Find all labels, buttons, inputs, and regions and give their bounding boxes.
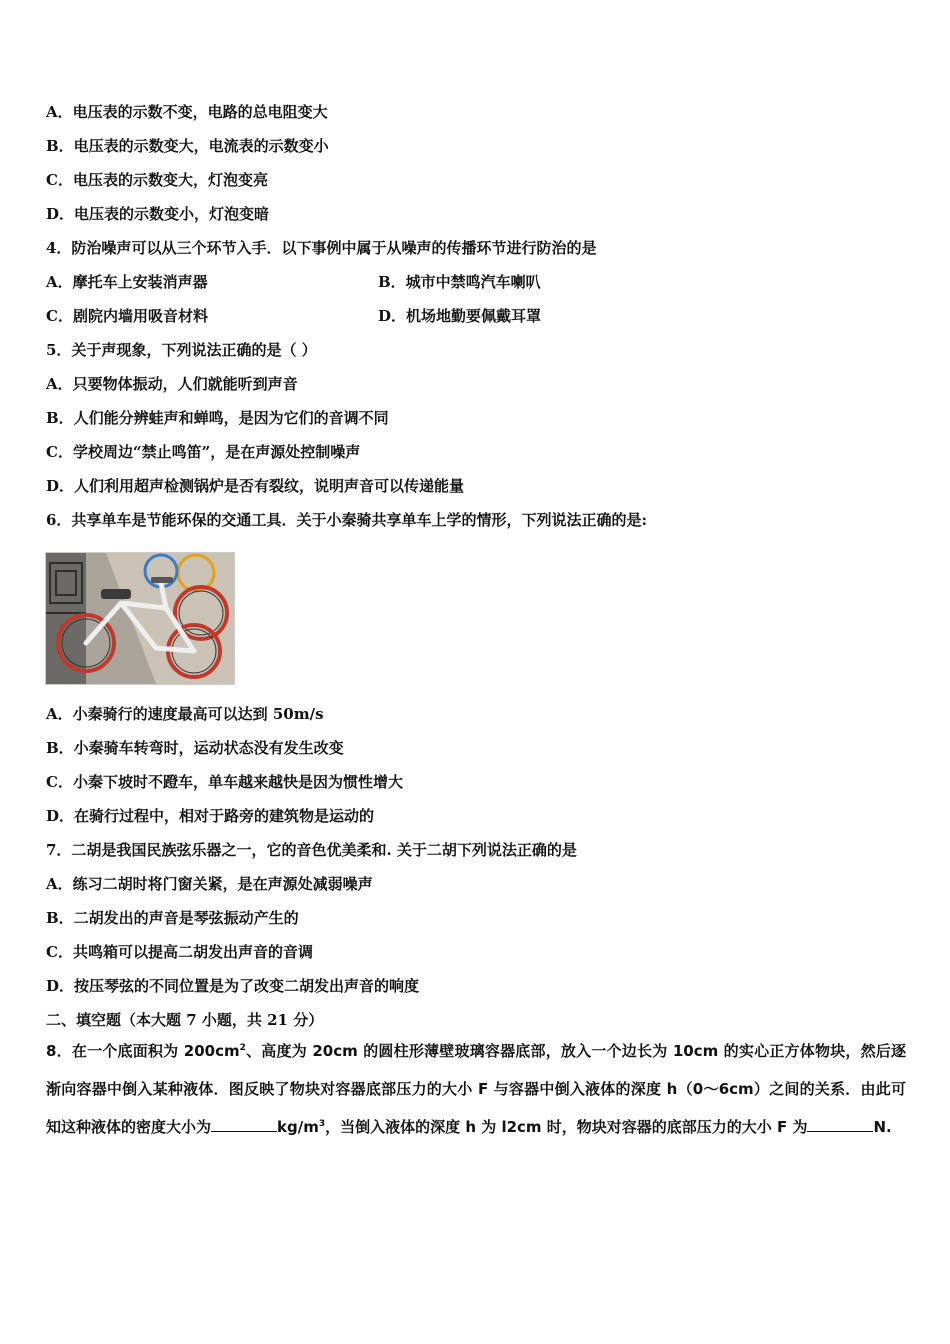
- q5-stem: 5．关于声现象，下列说法正确的是（ ）: [46, 341, 317, 359]
- q8-blank-density[interactable]: [211, 1115, 277, 1132]
- q5-option-b: B．人们能分辨蛙声和蝉鸣，是因为它们的音调不同: [46, 409, 389, 427]
- q7-option-b: B．二胡发出的声音是琴弦振动产生的: [46, 909, 299, 927]
- q7-option-c: C．共鸣箱可以提高二胡发出声音的音调: [46, 943, 313, 961]
- q3-option-c: C．电压表的示数变大，灯泡变亮: [46, 171, 268, 189]
- q8-blank-force[interactable]: [807, 1115, 873, 1132]
- q8-text-3: kg/m: [277, 1118, 319, 1136]
- q4-option-b: B．城市中禁鸣汽车喇叭: [378, 273, 541, 291]
- q6-option-c: C．小秦下坡时不蹬车，单车越来越快是因为惯性增大: [46, 773, 403, 791]
- q6-stem: 6．共享单车是节能环保的交通工具．关于小秦骑共享单车上学的情形，下列说法正确的是:: [46, 511, 647, 529]
- q3-option-b: B．电压表的示数变大，电流表的示数变小: [46, 137, 329, 155]
- q5-option-a: A．只要物体振动，人们就能听到声音: [46, 375, 298, 393]
- q3-option-d: D．电压表的示数变小，灯泡变暗: [46, 205, 270, 223]
- q8-text-5: N.: [873, 1118, 892, 1136]
- q6-option-d: D．在骑行过程中，相对于路旁的建筑物是运动的: [46, 807, 375, 825]
- q7-option-a: A．练习二胡时将门窗关紧，是在声源处减弱噪声: [46, 875, 373, 893]
- q5-option-d: D．人们利用超声检测锅炉是否有裂纹，说明声音可以传递能量: [46, 477, 465, 495]
- q6-option-a: A．小秦骑行的速度最高可以达到 50m/s: [46, 705, 324, 723]
- q4-option-d: D．机场地勤要佩戴耳罩: [378, 307, 542, 325]
- q7-stem: 7．二胡是我国民族弦乐器之一，它的音色优美柔和. 关于二胡下列说法正确的是: [46, 841, 577, 859]
- q8-text-1: 8．在一个底面积为 200cm: [46, 1042, 240, 1060]
- section-heading: 二、填空题（本大题 7 小题，共 21 分）: [46, 1011, 324, 1029]
- q4-stem: 4．防治噪声可以从三个环节入手．以下事例中属于从噪声的传播环节进行防治的是: [46, 239, 597, 257]
- q4-option-c: C．剧院内墙用吸音材料: [46, 307, 208, 325]
- q8-text-4: ，当倒入液体的深度 h 为 l2cm 时，物块对容器的底部压力的大小 F 为: [325, 1118, 808, 1136]
- shared-bicycles-photo: [45, 552, 235, 685]
- q6-option-b: B．小秦骑车转弯时，运动状态没有发生改变: [46, 739, 344, 757]
- q3-option-a: A．电压表的示数不变，电路的总电阻变大: [46, 103, 328, 121]
- q5-option-c: C．学校周边“禁止鸣笛”，是在声源处控制噪声: [46, 443, 361, 461]
- q8-text-2: 、高度为 20cm 的圆柱形薄壁玻璃容器底部，放入一个边长为 10cm 的实心正方体物块，然后逐渐向容器中倒入某种液体．图反映了物块对容器底部压力的大小 F 与容器中倒入液体的深度 h（0～6cm）之间的关系．由此可知这种液体的密度大小为: [46, 1042, 906, 1136]
- q4-option-a: A．摩托车上安装消声器: [46, 273, 208, 291]
- q7-option-d: D．按压琴弦的不同位置是为了改变二胡发出声音的响度: [46, 977, 420, 995]
- q8-paragraph: [46, 1032, 906, 1146]
- q8-sup-2: 3: [318, 1119, 326, 1129]
- q8-sup-1: 2: [239, 1043, 246, 1053]
